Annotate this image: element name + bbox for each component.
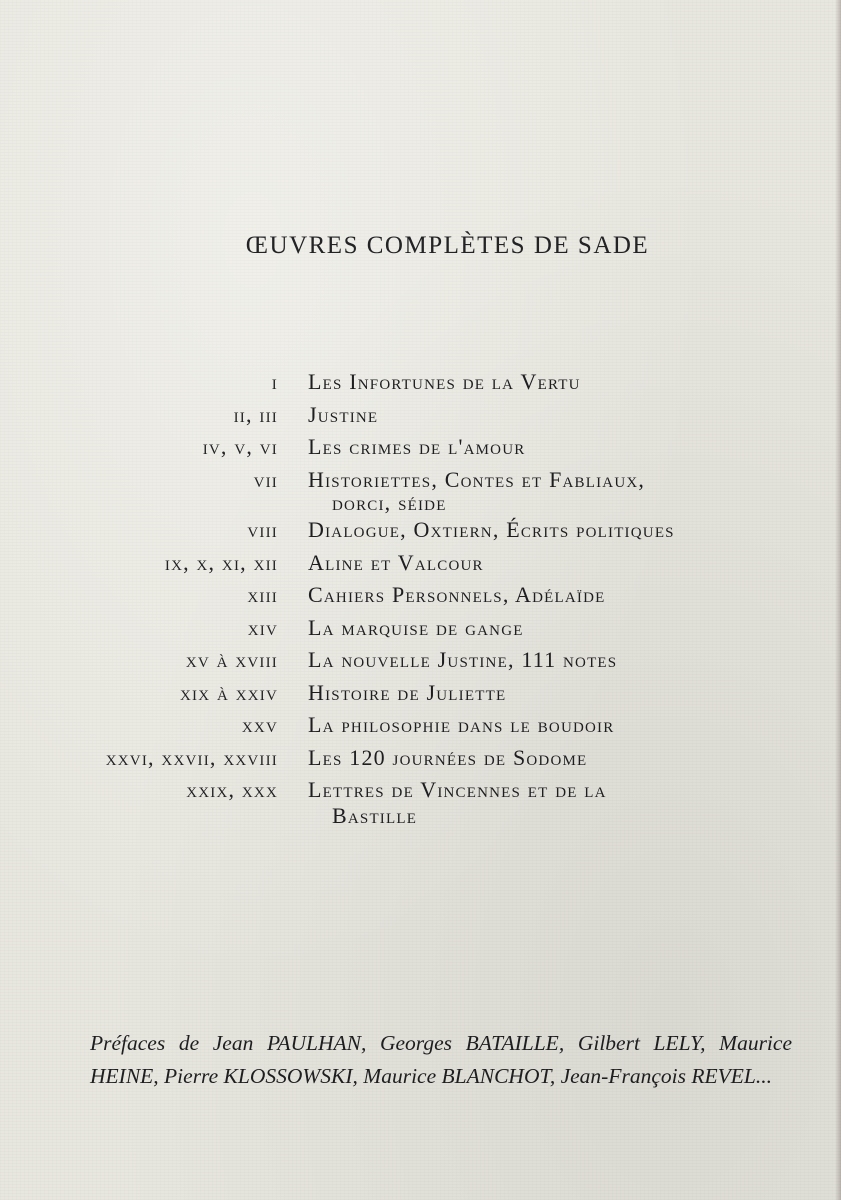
volume-subtitle: dorci, séide <box>332 490 447 515</box>
volume-title <box>308 547 778 580</box>
volume-title-text: Cahiers Personnels, Adélaïde <box>308 582 606 607</box>
volume-title-text: La nouvelle Justine, 111 notes <box>308 647 618 672</box>
volume-numbers: viii <box>247 517 278 542</box>
volume-title <box>308 399 778 432</box>
volume-numbers: iv, v, vi <box>202 434 278 459</box>
volume-numbers: xxv <box>241 712 278 737</box>
volume-row <box>0 514 841 547</box>
volume-numbers: ix, x, xi, xii <box>164 549 278 575</box>
volume-title-text: Historiettes, Contes et Fabliaux, <box>308 466 646 492</box>
volume-title-text: Les 120 journées de Sodome <box>308 744 588 770</box>
volume-numbers: xiii <box>247 582 278 607</box>
volume-title <box>308 677 778 710</box>
series-title: ŒUVRES COMPLÈTES DE SADE <box>245 232 650 259</box>
volume-title <box>308 514 778 547</box>
volume-row <box>0 464 841 515</box>
volume-title <box>308 431 778 464</box>
volume-title <box>308 464 778 515</box>
volume-row <box>0 547 841 580</box>
volume-numbers: ii, iii <box>233 401 278 427</box>
volume-numbers: xix à xxiv <box>180 679 278 705</box>
volume-numbers: xiv <box>247 614 278 640</box>
volume-numbers: xv à xviii <box>185 647 278 672</box>
volume-title <box>308 579 778 612</box>
volume-title <box>308 709 778 742</box>
volume-row <box>0 366 841 399</box>
volume-title-text: La philosophie dans le boudoir <box>308 712 615 737</box>
volume-row <box>0 742 841 775</box>
volume-row <box>0 644 841 677</box>
volume-row <box>0 431 841 464</box>
volume-title-text: Justine <box>308 401 379 427</box>
volume-title-text: Histoire de Juliette <box>308 679 507 705</box>
volume-title <box>308 742 778 775</box>
volume-row <box>0 709 841 742</box>
volume-subtitle: Bastille <box>332 802 418 828</box>
volume-numbers: xxvi, xxvii, xxviii <box>105 744 278 770</box>
volume-title <box>308 366 778 399</box>
volume-row <box>0 774 841 829</box>
volume-title-text: La marquise de gange <box>308 614 524 640</box>
volume-row <box>0 612 841 645</box>
volume-row <box>0 579 841 612</box>
volume-title-text: Dialogue, Oxtiern, Écrits politiques <box>308 517 675 542</box>
volume-title-text: Les Infortunes de la Vertu <box>308 369 581 394</box>
volume-title <box>308 612 778 645</box>
volume-title-text: Les crimes de l'amour <box>308 434 526 459</box>
volume-list <box>0 366 841 829</box>
volume-numbers: i <box>271 369 278 394</box>
volume-row <box>0 677 841 710</box>
volume-title-text: Lettres de Vincennes et de la <box>308 777 607 802</box>
prefaces-credits: Préfaces de Jean PAULHAN, Georges BATAILLE, Gilbert LELY, Maurice HEINE, Pierre KLOSSOWSKI, Maurice BLANCHOT, Jean-François REVEL... <box>90 1031 792 1088</box>
volume-title <box>308 774 778 829</box>
volume-row <box>0 399 841 432</box>
volume-numbers: vii <box>253 466 278 492</box>
volume-title <box>308 644 778 677</box>
volume-title-text: Aline et Valcour <box>308 549 484 575</box>
volume-numbers: xxix, xxx <box>186 777 278 802</box>
